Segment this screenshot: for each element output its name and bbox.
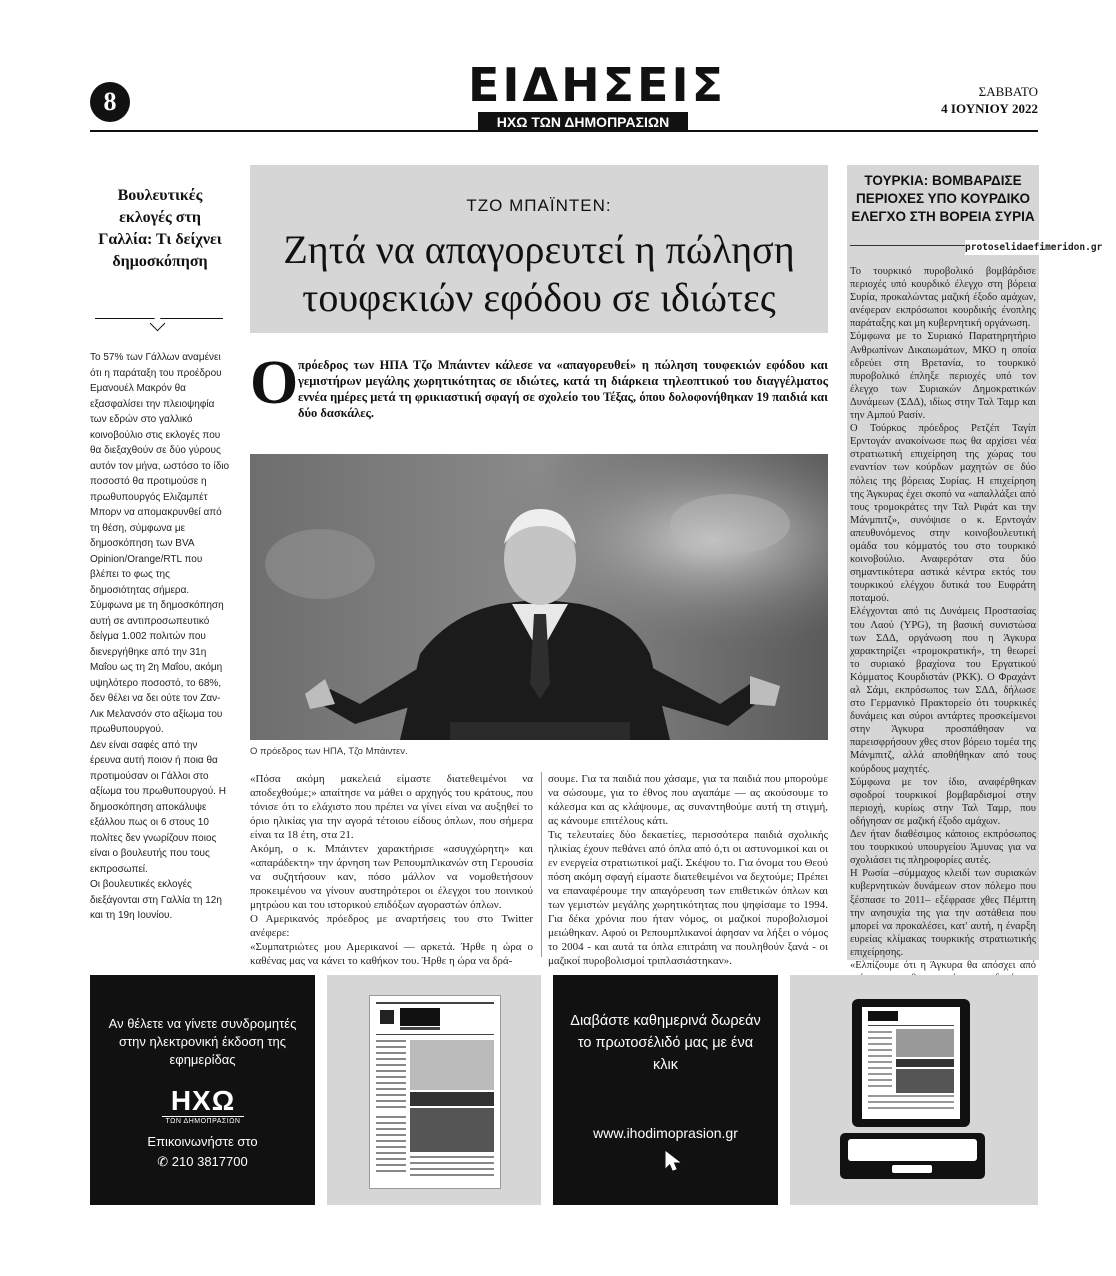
kicker: ΤΖΟ ΜΠΑΪΝΤΕΝ: (466, 196, 612, 215)
left-paragraph: Σύμφωνα με τη δημοσκόπηση αυτή σε αντιπροσωπευτικό δείγμα 1.002 πολιτών που διενεργήθηκε από την 31η Μαΐου ως τη 2η Μαΐου, ακόμη υψηλότερο ποσοστό, το 68%, δεν θέλει να δει ούτε τον Ζαν-Λικ Μελανσόν στο αξίωμα του πρωθυπουργού. (90, 600, 224, 735)
subscription-ad[interactable] (90, 975, 315, 1205)
laptop-ad (790, 975, 1038, 1205)
paper-logo (162, 1087, 244, 1125)
right-paragraph: Σύμφωνα με το Συριακό Παρατηρητήριο Ανθρωπίνων Δικαιωμάτων, ΜΚΟ η οποία εδρεύει στη Βρετανία, το τουρκικό πυροβολικό έπληξε περιοχές υπό τον έλεγχο των Συριακών Δημοκρατικών Δυνάμεων (ΣΔΔ), ιδίως στην Ταλ Ταμρ και την Αμπού Ρασίν. (850, 331, 1036, 422)
body-paragraph: «Πόσα ακόμη μακελειά είμαστε διατεθειμένοι να αποδεχθούμε;» απαίτησε να μάθει ο αρχηγός του κράτους, που τόνισε ότι το ελάχιστο που πρέπει να γίνει είναι να αυξηθεί το όριο ηλικίας για την αγορά τέτοιου είδους όπλων, που σήμερα είναι τα 18 έτη, στα 21. (250, 773, 533, 841)
front-page-thumbnail-ad[interactable] (327, 975, 541, 1205)
body-paragraph: Τις τελευταίες δύο δεκαετίες, περισσότερα παιδιά σχολικής ηλικίας έχουν πεθάνει από όπλα από ό,τι οι αστυνομικοί και οι εν ενεργεία στρατιωτικοί μαζί. Σκέψου το. Για όνομα του Θεού πόση ακόμη σφαγή είμαστε διατεθειμένοι να δεχτούμε; Πρέπει να επαναφέρουμε την απαγόρευση των επιθετικών όπλων και των γεμιστών μεγάλης χωρητικότητας που ψηφίσαμε το 1994. Για δέκα χρόνια που ήταν νόμος, οι μαζικοί πυροβολισμοί μειώθηκαν. Αφού οι Ρεπουμπλικανοί άφησαν να λήξει ο νόμος το 2004 - και αυτά τα όπλα επιτράπη να πουληθούν ξανά - οι μαζικοί πυροβολισμοί τριπλασιάστηκαν». (548, 829, 828, 967)
subscription-text: Αν θέλετε να γίνετε συνδρομητές στην ηλεκτρονική έκδοση της εφημερίδας (108, 1016, 297, 1067)
page-number: 8 (90, 82, 130, 122)
headline: Ζητά να απαγορευτεί η πώληση τουφεκιών εφόδου σε ιδιώτες (283, 227, 795, 320)
body-paragraph: «Συμπατριώτες μου Αμερικανοί — αρκετά. Ήρθε η ώρα ο καθένας μας να κάνει το καθήκον του. Ήρθε η ώρα να δρά- (250, 941, 533, 967)
newspaper-thumbnail (369, 995, 501, 1189)
article-photo (250, 454, 828, 740)
body-paragraph: Ακόμη, ο κ. Μπάιντεν χαρακτήρισε «ασυγχώρητη» και «απαράδεκτη» την άρνηση των Ρεπουμπλικανών στη Γερουσία να συζητήσουν καν, πόσο μάλλον να νομοθετήσουν προκειμένου να γίνουν αυστηρότεροι οι έλεγχοι του ποινικού μητρώου και του ιστορικού επιδόξων αγοραστών όπλων. (250, 843, 533, 911)
left-paragraph: Δεν είναι σαφές από την έρευνα αυτή ποιον ή ποια θα προτιμούσαν οι Γάλλοι στο αξίωμα του πρωθυπουργού. Η δημοσκόπηση αποκάλυψε εξάλλου πως οι 6 στους 10 πολίτες δεν γνωρίζουν ποιος είναι ο βουλευτής που τους εκπροσωπεί. (90, 739, 226, 875)
left-paragraph: Το 57% των Γάλλων αναμένει ότι η παράταξη του προέδρου Εμανουέλ Μακρόν θα εξασφαλίσει την πλειοψηφία των εδρών στο γαλλικό κοινοβούλιο στις εκλογές που θα διεξαχθούν σε δύο γύρους αυτόν τον μήνα, ωστόσο το ίδιο ποσοστό θα προτιμούσε η πρωθυπουργός Ελιζαμπέτ Μπορν να απομακρυνθεί από τη θέση, σύμφωνα με δημοσκόπηση των BVA Opinion/Orange/RTL που βλέπει το φως της δημοσιότητας σήμερα. (90, 352, 230, 596)
logo-sub: ΤΩΝ ΔΗΜΟΠΡΑΣΙΩΝ (162, 1116, 244, 1125)
header-rule (90, 130, 1038, 132)
lead-paragraph: πρόεδρος των ΗΠΑ Τζο Μπάιντεν κάλεσε να «απαγορευθεί» η πώληση τουφεκιών εφόδου και γεμιστήρων μεγάλης χωρητικότητας σε ιδιώτες, κατά τη διάρκεια τηλεοπτικού του διαγγέλματος εννέα ημέρες μετά τη φρικιαστική σφαγή σε σχολείο του Τέξας, όπου δολοφονήθηκαν 19 παιδιά και δύο δασκάλες. (298, 358, 828, 420)
website-link[interactable]: www.ihodimoprasion.gr (593, 1125, 738, 1141)
laptop-screen (852, 999, 970, 1127)
right-article-body (850, 265, 1036, 1038)
section-title: ΕΙΔΗΣΕΙΣ (468, 58, 727, 112)
left-paragraph: Οι βουλευτικές εκλογές διεξάγονται στη Γαλλία τη 12η και τη 19η Ιουνίου. (90, 879, 222, 921)
drop-cap: Ο (250, 349, 299, 417)
left-article-title: Βουλευτικές εκλογές στη Γαλλία: Τι δείχνει δημοσκόπηση (98, 187, 222, 270)
contact-text: Επικοινωνήστε στο (147, 1134, 258, 1149)
article-column-2 (548, 772, 828, 968)
paper-name-bar: ΗΧΩ ΤΩΝ ΔΗΜΟΠΡΑΣΙΩΝ (478, 112, 688, 132)
right-paragraph: «Ελπίζουμε ότι η Άγκυρα θα απόσχει από (850, 959, 1036, 971)
body-paragraph: Ο Αμερικανός πρόεδρος με αναρτήσεις του στο Twitter ανέφερε: (250, 913, 533, 939)
right-paragraph: Σύμφωνα με τον ίδιο, αναφέρθηκαν σφοδροί τουρκικοί βομβαρδισμοί στην περιοχή, κυρίως στην Ταλ Ταμρ, που οδήγησαν σε μαζική έξοδο αμάχων. (850, 776, 1036, 827)
phone-number-text: 210 3817700 (171, 1154, 248, 1169)
body-paragraph: σουμε. Για τα παιδιά που χάσαμε, για τα παιδιά που μπορούμε να σώσουμε, για το έθνος που αγαπάμε — ας ακούσουμε το κάλεσμα και ας κλάψουμε, ας συναντηθούμε αυτή τη στιγμή, ας κάνουμε επιτέλους κάτι. (548, 773, 828, 827)
right-article-title: ΤΟΥΡΚΙΑ: ΒΟΜΒΑΡΔΙΣΕ ΠΕΡΙΟΧΕΣ ΥΠΟ ΚΟΥΡΔΙΚΟ ΕΛΕΓΧΟ ΣΤΗ ΒΟΡΕΙΑ ΣΥΡΙΑ (851, 173, 1035, 224)
column-divider (541, 772, 542, 957)
right-paragraph: Ο Τούρκος πρόεδρος Ρετζέπ Ταγίπ Ερντογάν ανακοίνωσε πως θα αρχίσει νέα στρατιωτική επιχείρηση της χώρας του εναντίον των κούρδων μαχητών σε δύο πόλεις της βόρειας Συρίας. Η επιχείρηση της Άγκυρας έχει σκοπό να «απαλλάξει από τους τρομοκράτες την Ταλ Ριφάτ και την Μάνμπιτζ», συνόψισε ο κ. Ερντογάν απευθυνόμενος στην κοινοβουλευτική ομάδα του κόμματός του στο τουρκικό κοινοβούλιο. Αναφερόταν στα δύο σημαντικότερα αστικά κέντρα εκτός του τουρκικού ελέγχου δυτικά του Ευφράτη ποταμού. (850, 423, 1036, 605)
article-column-1 (250, 772, 533, 968)
watermark: protoselidaefimeridon.gr (965, 242, 1103, 253)
issue-date: 4 ΙΟΥΝΙΟΥ 2022 (941, 101, 1038, 116)
left-article-body (90, 350, 230, 924)
website-ad-text: Διαβάστε καθημερινά δωρεάν το πρωτοσέλιδό μας με ένα κλικ (570, 1013, 761, 1073)
laptop-keyboard (840, 1133, 985, 1179)
phone-number[interactable] (100, 1153, 305, 1171)
logo-main: ΗΧΩ (170, 1085, 236, 1116)
right-paragraph: Δεν ήταν διαθέσιμος κάποιος εκπρόσωπος του τουρκικού υπουργείου Άμυνας για να σχολιάσει τις πληροφορίες αυτές. (850, 829, 1036, 867)
photo-caption: Ο πρόεδρος των ΗΠΑ, Τζο Μπάιντεν. (250, 746, 408, 757)
phone-icon: ✆ (157, 1154, 169, 1169)
cursor-icon (665, 1151, 681, 1171)
right-paragraph: Ελέγχονται από τις Δυνάμεις Προστασίας του Λαού (YPG), τη βασική συνιστώσα των ΣΔΔ, οργάνωση που η Άγκυρα χαρακτηρίζει «τρομοκρατική», τη θεωρεί το συριακό βραχίονα του Εργατικού Κόμματος Κουρδιστάν (PKK). Ο Φραχάντ αλ Σάμι, εκπρόσωπος των ΣΔΔ, δήλωσε στο Γερμανικό Πρακτορείο ότι τουρκικές δυνάμεις και σύροι αντάρτες προσκείμενοι στην Άγκυρα προσπάθησαν να παρεισφρήσουν χθες στον βόρειο τομέα της Μάνμπιτζ, αλλά αποθήθηκαν από τους κούρδους μαχητές. (850, 606, 1036, 775)
right-paragraph: Το τουρκικό πυροβολικό βομβάρδισε περιοχές υπό κουρδικό έλεγχο στη βόρεια Συρία, προκαλώντας μαζική έξοδο αμάχων, ανέφεραν εκπρόσωποι κουρδικής ένοπλης παράταξης και μη κυβερνητική οργάνωση. (850, 266, 1036, 330)
issue-day: ΣΑΒΒΑΤΟ (978, 84, 1038, 99)
right-paragraph: Η Ρωσία –σύμμαχος κλειδί των συριακών κυβερνητικών δυνάμεων στον πόλεμο που ξέσπασε το 2011– εξέφρασε χθες Πέμπτη την ανησυχία της για την αστάθεια που μπορεί να προκαλέσει, κατ' αυτή, η έναρξη ευρείας κλίμακας τουρκικής στρατιωτικής επιχείρησης. (850, 868, 1036, 958)
website-ad[interactable] (553, 975, 778, 1205)
